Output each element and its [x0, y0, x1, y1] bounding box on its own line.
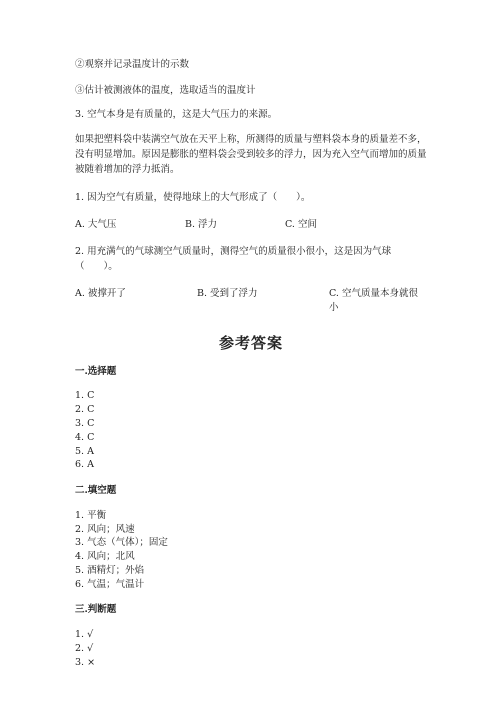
list-item: 3. 气态（气体）；固定 [75, 537, 168, 549]
list-item: 2. 风向；风速 [75, 523, 135, 535]
list-item: 4. 风向；北风 [75, 551, 135, 563]
document-page [75, 58, 427, 669]
answer-list-fill [75, 509, 427, 592]
list-item: 6. 气温；气温计 [75, 578, 145, 590]
step-3-text: ③估计被测液体的温度，选取适当的温度计 [75, 84, 256, 96]
list-item: 3. × [75, 656, 96, 668]
section-heading-fill: 二.填空题 [75, 485, 117, 497]
section-heading-choice: 一.选择题 [75, 365, 117, 377]
list-item: 1. √ [75, 629, 94, 641]
list-item: 5. A [75, 445, 94, 457]
option-b: B. 受到了浮力 [197, 288, 258, 300]
list-item: 4. C [75, 431, 95, 443]
answer-list-choice [75, 389, 427, 472]
sub-question-2-stem: 2. 用充满气的气球测空气质量时，测得空气的质量很小很小，这是因为气球（ ）。 [75, 245, 392, 272]
step-2-text: ②观察并记录温度计的示数 [75, 59, 190, 70]
sub-question-1-stem: 1. 因为空气有质量，使得地球上的大气形成了（ ）。 [75, 192, 311, 204]
option-b: B. 浮力 [185, 219, 218, 231]
section-heading-judge: 三.判断题 [75, 604, 117, 616]
list-item: 1. C [75, 390, 95, 402]
question-3-statement: 3. 空气本身是有质量的，这是大气压力的来源。 [75, 108, 278, 120]
answer-list-judge [75, 628, 427, 669]
option-c: C. 空间 [285, 219, 317, 231]
answer-key-title: 参考答案 [218, 333, 283, 352]
list-item: 2. √ [75, 642, 94, 654]
list-item: 2. C [75, 404, 95, 416]
option-a: A. 大气压 [75, 219, 117, 231]
list-item: 1. 平衡 [75, 509, 107, 521]
sub-question-1-options [75, 218, 427, 232]
option-c: C. 空气质量本身就很小 [329, 288, 418, 314]
list-item: 5. 酒精灯；外焰 [75, 564, 145, 576]
list-item: 3. C [75, 418, 95, 429]
sub-question-2-options [75, 287, 427, 315]
option-a: A. 被撑开了 [75, 288, 126, 300]
list-item: 6. A [75, 459, 94, 471]
reading-passage: 如果把塑料袋中装满空气放在天平上称，所测得的质量与塑料袋本身的质量差不多，没有明显增加。原因是膨胀的塑料袋会受到较多的浮力，因为充入空气而增加的质量被随着增加的浮力抵消。 [75, 134, 427, 175]
